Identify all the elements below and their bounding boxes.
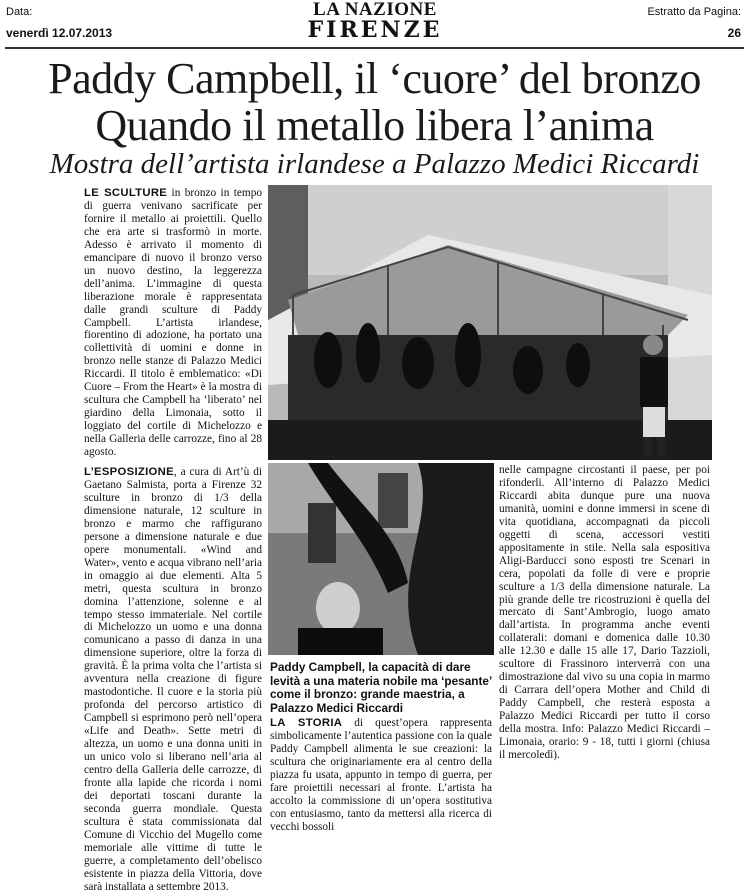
lead-esposizione: L’ESPOSIZIONE	[84, 466, 174, 479]
text-esposizione: , a cura di Art’ù di Gaetano Salmista, porta a Firenze 32 sculture in bronzo di 1/3 della dimensione naturale, 12 sculture in bronzo e marmo che raffigurano persone a dimensione naturale e due opere monumentali. «Wind and Water», vento e acqua vibrano nell’aria in omaggio ai due elementi. Alta 5 metri, questa scultura in bronzo domina l’attenzione, solenne e al tempo stesso immateriale. Nel cortile di Michelozzo un uomo e una donna comunicano a passo di danza in una dimensione superiore, oltre la forza di gravità. È la prima volta che l’artista si avventura nella creazione di figure mastodontiche. Il cuore e la storia più profonda del percorso artistico di Campbell si esprimono però nell’opera «Life and Death». Sette metri di altezza, un uomo e una donna uniti in un unico volo si liberano nell’aria al centro della Galleria delle carrozze, di fronte alla lapide che ricorda i nomi dei deportati toscani durante la seconda guerra mondiale. Questa scultura è stata commissionata dal Comune di Vicchio del Mugello come memoriale alle vittime di tutte le guerre, a completamento dell’obelisco esistente in piazza della Vittoria, dove sarà installata a settembre 2013.	[84, 466, 262, 893]
column-1	[84, 187, 262, 893]
column-3	[499, 464, 710, 762]
photo-caption: Paddy Campbell, la capacità di dare levità a una materia nobile ma ‘pesante’ come il bronzo: grande maestria, a Palazzo Medici Riccardi	[270, 660, 492, 715]
masthead	[260, 0, 490, 41]
photo-exhibition-image	[268, 185, 712, 460]
lead-la-storia: LA STORIA	[270, 717, 343, 729]
extract-label: Estratto da Pagina:	[647, 6, 741, 18]
header-rule	[5, 47, 744, 49]
subheadline: Mostra dell’artista irlandese a Palazzo Medici Riccardi	[49, 148, 700, 180]
masthead-city: FIRENZE	[307, 17, 443, 43]
lead-le-sculture: LE SCULTURE	[84, 187, 168, 199]
photo-exhibition-structure	[268, 185, 712, 460]
date-label: Data:	[6, 6, 33, 18]
text-la-storia: di quest’opera rappresenta simbolicamente l’autentica passione con la quale Paddy Campbell alimenta le sue creazioni: la scultura che originariamente era al centro della piazza fu usata, appunto in tempo di guerra, per fare proiettili necessari al fronte. L’artista ha accolto la commissione di un’opera sostitutiva con entusiasmo, tanto da mettersi alla ricerca di vecchi bossoli	[270, 717, 493, 833]
date-value: venerdì 12.07.2013	[6, 26, 113, 40]
paragraph-column-3: nelle campagne circostanti il paese, per poi rifonderli. All’interno di Palazzo Medici Riccardi abita dunque pure una nuova umanità, uomini e donne immersi in scene di vita quotidiana, accompagnati da piccoli oggetti di scena, accessori vestiti appositamente in stile. Nella sala espositiva Aligi-Barducci sono esposti tre Scenari in cera, popolati da folle di vere e proprie sculture a 1/3 della dimensione naturale. La più grande delle tre ricostruzioni è quella del mercato di Sant’Ambrogio, luogo amato dall’artista. In programma anche eventi collaterali: domani e domenica dalle 10.30 alle 12.30 e dalle 15 alle 17, Dario Tazzioli, scultore di Frassinoro interverrà con una dimostrazione dal vivo su una copia in marmo di Carrara dell’opera Mother and Child di Paddy Campbell, che resterà esposta a Palazzo Medici Riccardi per tutto il corso della mostra. Info: Palazzo Medici Riccardi – Limonaia, orario: 9 - 18, tutti i giorni (chiusa il mercoledì).	[499, 464, 710, 761]
column-2	[270, 717, 492, 834]
photo-artist-image	[268, 463, 494, 655]
photo-artist-portrait	[268, 463, 494, 655]
masthead-name: LA NAZIONE	[313, 0, 437, 20]
page-number: 26	[727, 26, 741, 40]
text-le-sculture: in bronzo in tempo di guerra venivano sacrificate per fornire il metallo ai proiettili. Quello che era arte si trasformò in morte. Adesso è arrivato il momento di emancipare di nuovo il bronzo verso un nuovo destino, la leggerezza dell’anima. L’immagine di questa liberazione morale è rappresentata dalle grandi sculture di Paddy Campbell. L’artista irlandese, fiorentino di adozione, ha portato una collettività di uomini e donne in bronzo nelle stanze di Palazzo Medici Riccardi. Il titolo è emblematico: «Di Cuore – From the Heart» è la mostra di scultura che Campbell ha ‘liberato’ nel giardino della Limonaia, sotto il loggiato del cortile di Michelozzo e nella Galleria delle carrozze, fino al 28 agosto.	[84, 187, 262, 459]
paragraph-la-storia	[270, 717, 492, 834]
headline-line-1: Paddy Campbell, il ‘cuore’ del bronzo	[48, 54, 701, 103]
headline-line-2: Quando il metallo libera l’anima	[95, 101, 654, 150]
paragraph-le-sculture	[84, 187, 262, 459]
paragraph-esposizione	[84, 466, 262, 893]
